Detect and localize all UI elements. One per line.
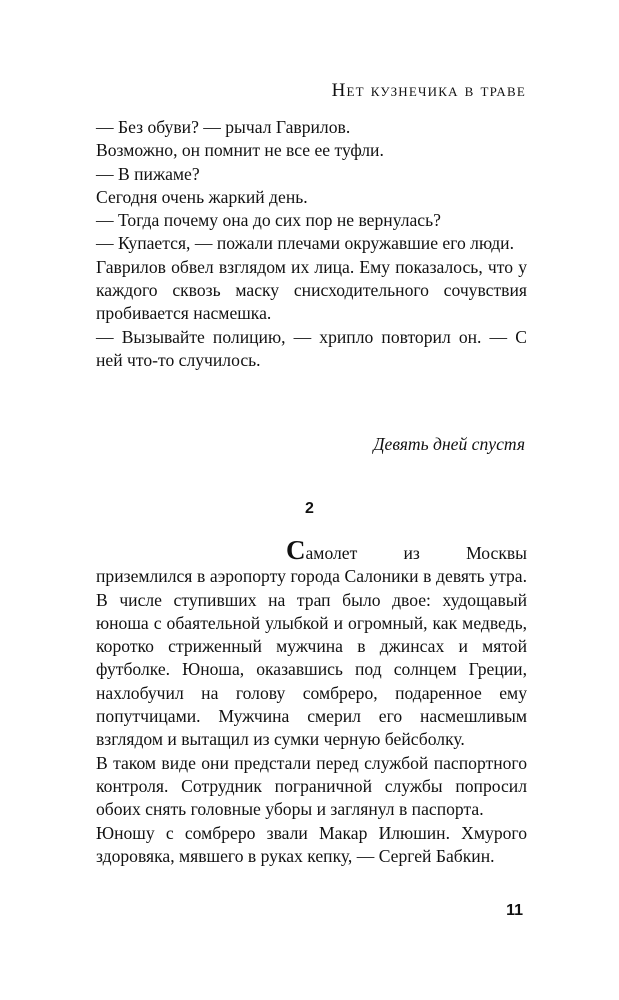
paragraph: Гаврилов обвел взглядом их лица. Ему показалось, что у каждого сквозь маску снисходительного сочувствия пробивается насмешка. <box>96 256 527 324</box>
dialogue-line: — Вызывайте полицию, — хрипло повторил он. — С ней что-то случилось. <box>96 326 527 370</box>
paragraph: Юношу с сомбреро звали Макар Илюшин. Хмурого здоровяка, мявшего в руках кепку, — Сергей Бабкин. <box>96 822 527 866</box>
paragraph: В таком виде они предстали перед службой паспортного контроля. Сотрудник пограничной службы попросил обоих снять головные уборы и заглянул в паспорта. <box>96 752 527 820</box>
first-paragraph <box>96 535 527 752</box>
chapter-number: 2 <box>305 500 314 517</box>
page-number: 11 <box>506 902 523 919</box>
dialogue-line: — В пижаме? <box>96 163 200 184</box>
text-line: Сегодня очень жаркий день. <box>96 186 308 207</box>
running-header: Нет кузнечика в траве <box>331 80 526 101</box>
drop-cap: С <box>286 535 306 565</box>
time-epigraph: Девять дней спустя <box>373 434 525 454</box>
first-paragraph-text: амолет из Москвы приземлился в аэропорту города Салоники в девять утра. В числе ступивших на трап было двое: худощавый юноша с обаятельной улыбкой и огромный, как медведь, коротко стриженный мужчина в джинсах и мятой футболке. Юноша, оказавшись под солнцем Греции, нахлобучил на голову сомбреро, подаренное ему попутчицами. Мужчина смерил его насмешливым взглядом и вытащил из сумки черную бейсболку. <box>96 543 527 750</box>
chapter-body <box>96 535 527 868</box>
top-text-block <box>96 116 527 372</box>
dialogue-line: — Купается, — пожали плечами окружавшие его люди. <box>96 233 514 254</box>
dialogue-line: — Без обуви? — рычал Гаврилов. <box>96 117 351 137</box>
dialogue-line: — Тогда почему она до сих пор не вернулась? <box>96 210 441 231</box>
text-line: Возможно, он помнит не все ее туфли. <box>96 140 384 161</box>
first-line-offset <box>96 543 286 563</box>
